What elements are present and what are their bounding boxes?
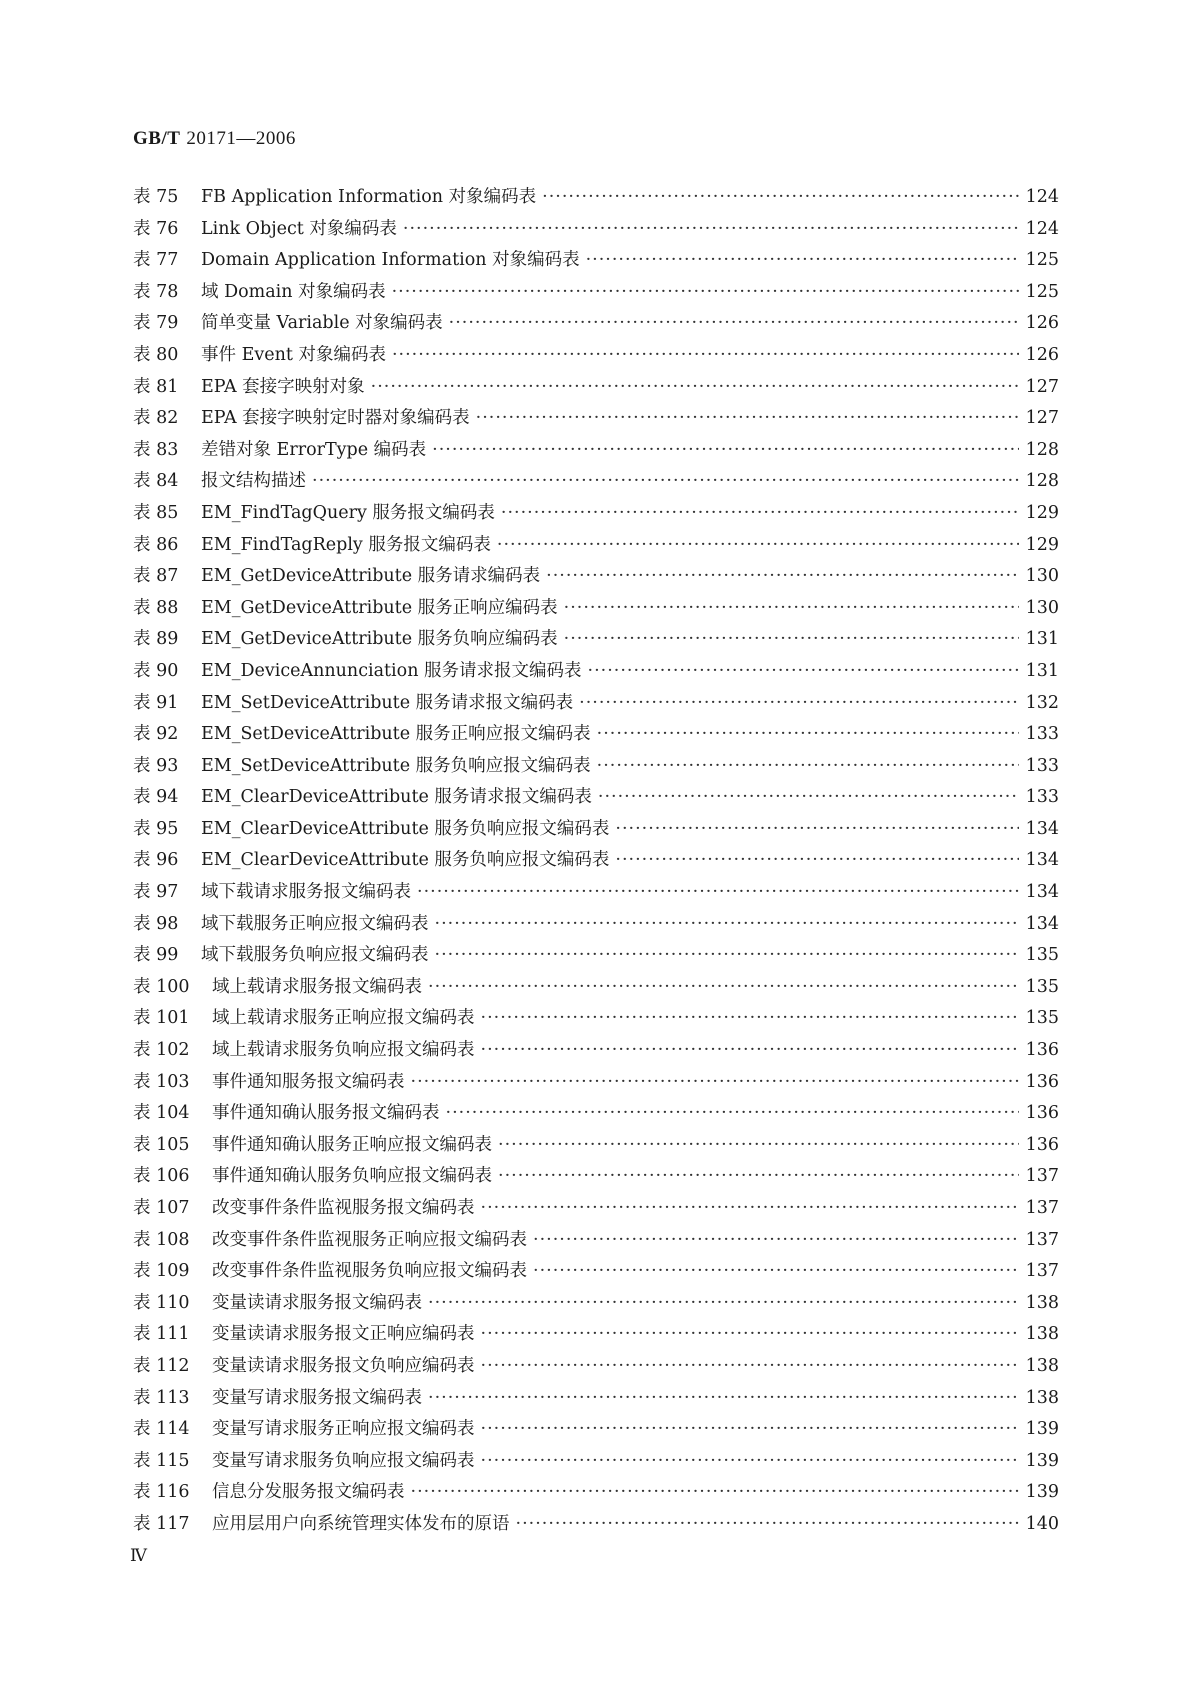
toc-entry-title: 应用层用户向系统管理实体发布的原语 — [212, 1513, 510, 1534]
toc-entry-page: 135 — [1025, 976, 1059, 997]
toc-dot-leader — [542, 187, 1019, 207]
toc-entry-page: 135 — [1025, 1008, 1059, 1029]
toc-entry[interactable] — [133, 436, 1059, 468]
toc-entry[interactable] — [133, 373, 1059, 405]
toc-dot-leader — [579, 693, 1019, 713]
toc-entry-title: 变量读请求服务报文编码表 — [212, 1292, 422, 1313]
toc-dot-leader — [481, 1324, 1020, 1344]
toc-entry-title: Link Object 对象编码表 — [201, 218, 397, 239]
toc-dot-leader — [498, 1135, 1019, 1155]
standard-number: 20171—2006 — [186, 128, 296, 149]
toc-entry-title: EPA 套接字映射定时器对象编码表 — [201, 408, 470, 429]
toc-entry-page: 127 — [1025, 376, 1059, 397]
toc-entry-title: EM_GetDeviceAttribute 服务请求编码表 — [201, 566, 541, 587]
toc-entry[interactable] — [133, 1320, 1059, 1352]
toc-entry[interactable] — [133, 341, 1059, 373]
toc-entry[interactable] — [133, 499, 1059, 531]
toc-entry-label: 表 112 — [133, 1355, 190, 1376]
toc-dot-leader — [588, 661, 1019, 681]
toc-dot-leader — [435, 945, 1020, 965]
toc-entry-label: 表 109 — [133, 1261, 190, 1282]
toc-entry-label: 表 91 — [133, 692, 179, 713]
toc-entry-page: 136 — [1025, 1071, 1059, 1092]
toc-dot-leader — [615, 819, 1019, 839]
toc-entry-page: 133 — [1025, 787, 1059, 808]
toc-entry-label: 表 90 — [133, 660, 179, 681]
toc-dot-leader — [497, 535, 1019, 555]
toc-entry[interactable] — [133, 1099, 1059, 1131]
toc-entry-page: 131 — [1025, 660, 1059, 681]
toc-entry-label: 表 111 — [133, 1324, 190, 1345]
toc-dot-leader — [586, 250, 1019, 270]
toc-dot-leader — [481, 1356, 1020, 1376]
toc-entry-label: 表 98 — [133, 913, 179, 934]
toc-entry[interactable] — [133, 689, 1059, 721]
toc-entry[interactable] — [133, 1226, 1059, 1258]
toc-entry-label: 表 81 — [133, 376, 179, 397]
toc-entry-label: 表 97 — [133, 882, 179, 903]
toc-entry[interactable] — [133, 1478, 1059, 1510]
toc-entry-title: 域上载请求服务正响应报文编码表 — [212, 1008, 475, 1029]
toc-entry-page: 138 — [1025, 1355, 1059, 1376]
toc-entry-title: 事件通知服务报文编码表 — [212, 1071, 405, 1092]
toc-entry-label: 表 84 — [133, 471, 179, 492]
toc-entry[interactable] — [133, 1194, 1059, 1226]
toc-entry[interactable] — [133, 878, 1059, 910]
toc-entry-title: 信息分发服务报文编码表 — [212, 1482, 405, 1503]
toc-entry-page: 130 — [1025, 566, 1059, 587]
toc-entry-page: 137 — [1025, 1198, 1059, 1218]
toc-dot-leader — [498, 1166, 1019, 1186]
toc-entry[interactable] — [133, 625, 1059, 657]
toc-entry-title: Domain Application Information 对象编码表 — [201, 250, 580, 271]
toc-entry[interactable] — [133, 815, 1059, 847]
toc-entry[interactable] — [133, 246, 1059, 278]
toc-entry[interactable] — [133, 846, 1059, 878]
toc-entry-label: 表 117 — [133, 1513, 190, 1534]
toc-entry-page: 140 — [1025, 1513, 1059, 1534]
toc-dot-leader — [403, 219, 1019, 239]
toc-entry[interactable] — [133, 752, 1059, 784]
toc-entry-title: EM_ClearDeviceAttribute 服务负响应报文编码表 — [201, 818, 610, 839]
toc-dot-leader — [417, 882, 1019, 902]
toc-entry[interactable] — [133, 783, 1059, 815]
toc-entry-title: EM_ClearDeviceAttribute 服务请求报文编码表 — [201, 787, 592, 808]
toc-entry-label: 表 116 — [133, 1482, 190, 1503]
toc-entry[interactable] — [133, 404, 1059, 436]
toc-entry-label: 表 110 — [133, 1292, 190, 1313]
toc-dot-leader — [432, 440, 1019, 460]
toc-dot-leader — [428, 1293, 1019, 1313]
toc-entry[interactable] — [133, 720, 1059, 752]
toc-dot-leader — [501, 503, 1019, 523]
toc-entry-label: 表 114 — [133, 1419, 190, 1440]
toc-entry-page: 138 — [1025, 1324, 1059, 1345]
toc-entry-title: EM_DeviceAnnunciation 服务请求报文编码表 — [201, 660, 582, 681]
toc-dot-leader — [446, 1103, 1020, 1123]
toc-entry[interactable] — [133, 467, 1059, 499]
toc-dot-leader — [598, 787, 1019, 807]
toc-entry-title: EM_SetDeviceAttribute 服务负响应报文编码表 — [201, 755, 591, 776]
toc-dot-leader — [435, 914, 1020, 934]
toc-entry-title: EM_GetDeviceAttribute 服务负响应编码表 — [201, 629, 558, 650]
toc-dot-leader — [411, 1072, 1020, 1092]
toc-entry-label: 表 94 — [133, 787, 179, 808]
toc-entry-label: 表 92 — [133, 724, 179, 745]
toc-dot-leader — [481, 1008, 1020, 1028]
toc-entry[interactable] — [133, 183, 1059, 215]
toc-entry-label: 表 80 — [133, 344, 179, 365]
toc-entry-label: 表 108 — [133, 1229, 190, 1250]
toc-entry-title: 域上载请求服务报文编码表 — [212, 976, 422, 997]
toc-entry-page: 139 — [1025, 1482, 1059, 1503]
toc-entry-label: 表 105 — [133, 1134, 190, 1155]
toc-entry-page: 125 — [1025, 250, 1059, 271]
toc-entry-label: 表 102 — [133, 1040, 190, 1061]
toc-entry[interactable] — [133, 215, 1059, 247]
toc-entry-page: 138 — [1025, 1387, 1059, 1408]
toc-entry-page: 136 — [1025, 1040, 1059, 1061]
toc-entry-title: EM_ClearDeviceAttribute 服务负响应报文编码表 — [201, 850, 610, 871]
toc-entry-title: 事件通知确认服务报文编码表 — [212, 1103, 440, 1124]
toc-entry-page: 134 — [1025, 913, 1059, 934]
toc-entry-page: 134 — [1025, 818, 1059, 839]
toc-entry-title: 域下载服务正响应报文编码表 — [201, 913, 429, 934]
toc-entry[interactable] — [133, 1004, 1059, 1036]
toc-entry-label: 表 100 — [133, 976, 190, 997]
toc-entry-label: 表 107 — [133, 1198, 190, 1218]
toc-entry-page: 133 — [1025, 724, 1059, 745]
toc-dot-leader — [481, 1198, 1020, 1218]
toc-entry-page: 124 — [1025, 187, 1059, 207]
toc-entry-title: 事件通知确认服务负响应报文编码表 — [212, 1166, 492, 1187]
toc-entry-title: 事件通知确认服务正响应报文编码表 — [212, 1134, 492, 1155]
toc-dot-leader — [449, 313, 1019, 333]
toc-entry[interactable] — [133, 1068, 1059, 1100]
toc-entry[interactable] — [133, 531, 1059, 563]
toc-dot-leader — [428, 977, 1019, 997]
toc-entry-title: EM_SetDeviceAttribute 服务请求报文编码表 — [201, 692, 574, 713]
toc-entry-title: 报文结构描述 — [201, 471, 306, 492]
toc-entry-label: 表 93 — [133, 755, 179, 776]
toc-entry-title: 改变事件条件监视服务负响应报文编码表 — [212, 1261, 527, 1282]
toc-entry[interactable] — [133, 1257, 1059, 1289]
toc-entry-title: EM_GetDeviceAttribute 服务正响应编码表 — [201, 597, 558, 618]
toc-entry-title: 变量读请求服务报文负响应编码表 — [212, 1355, 475, 1376]
toc-entry-title: 域 Domain 对象编码表 — [201, 281, 386, 302]
toc-dot-leader — [533, 1230, 1019, 1250]
toc-entry[interactable] — [133, 1384, 1059, 1416]
toc-entry-label: 表 85 — [133, 502, 179, 523]
page-header — [133, 128, 296, 150]
toc-entry-title: 差错对象 ErrorType 编码表 — [201, 439, 427, 460]
toc-entry-label: 表 95 — [133, 818, 179, 839]
toc-entry-label: 表 87 — [133, 566, 179, 587]
toc-entry-page: 133 — [1025, 755, 1059, 776]
toc-dot-leader — [411, 1482, 1020, 1502]
toc-entry-title: 域上载请求服务负响应报文编码表 — [212, 1040, 475, 1061]
toc-entry-title: EPA 套接字映射对象 — [201, 376, 365, 397]
toc-entry-title: 变量写请求服务报文编码表 — [212, 1387, 422, 1408]
toc-dot-leader — [312, 471, 1019, 491]
toc-dot-leader — [371, 377, 1019, 397]
toc-entry-label: 表 103 — [133, 1071, 190, 1092]
toc-entry-label: 表 115 — [133, 1450, 190, 1471]
toc-entry-label: 表 104 — [133, 1103, 190, 1124]
toc-entry-title: 变量写请求服务负响应报文编码表 — [212, 1450, 475, 1471]
toc-entry[interactable] — [133, 910, 1059, 942]
toc-entry[interactable] — [133, 1289, 1059, 1321]
toc-entry[interactable] — [133, 1131, 1059, 1163]
toc-entry-label: 表 113 — [133, 1387, 190, 1408]
toc-entry-page: 128 — [1025, 439, 1059, 460]
toc-entry-label: 表 99 — [133, 945, 179, 966]
toc-entry[interactable] — [133, 1162, 1059, 1194]
toc-entry-title: 域下载服务负响应报文编码表 — [201, 945, 429, 966]
toc-entry-title: 简单变量 Variable 对象编码表 — [201, 313, 443, 334]
toc-entry-label: 表 82 — [133, 408, 179, 429]
table-of-contents — [133, 183, 1059, 1542]
toc-dot-leader — [481, 1451, 1020, 1471]
toc-entry[interactable] — [133, 1352, 1059, 1384]
toc-dot-leader — [481, 1040, 1020, 1060]
toc-entry-page: 139 — [1025, 1450, 1059, 1471]
toc-entry-title: FB Application Information 对象编码表 — [201, 187, 537, 207]
toc-entry-page: 135 — [1025, 945, 1059, 966]
toc-entry-page: 134 — [1025, 850, 1059, 871]
toc-entry[interactable] — [133, 594, 1059, 626]
toc-entry[interactable] — [133, 973, 1059, 1005]
toc-entry-title: EM_FindTagQuery 服务报文编码表 — [201, 502, 495, 523]
toc-entry-label: 表 89 — [133, 629, 179, 650]
toc-entry-title: EM_SetDeviceAttribute 服务正响应报文编码表 — [201, 724, 591, 745]
toc-dot-leader — [476, 408, 1019, 428]
toc-entry[interactable] — [133, 1447, 1059, 1479]
toc-entry-label: 表 101 — [133, 1008, 190, 1029]
toc-entry-page: 124 — [1025, 218, 1059, 239]
toc-entry-page: 134 — [1025, 882, 1059, 903]
toc-dot-leader — [597, 756, 1019, 776]
toc-entry[interactable] — [133, 278, 1059, 310]
toc-entry-page: 125 — [1025, 281, 1059, 302]
toc-entry-page: 129 — [1025, 502, 1059, 523]
toc-entry[interactable] — [133, 562, 1059, 594]
toc-dot-leader — [564, 629, 1019, 649]
page-number: Ⅳ — [130, 1546, 147, 1565]
toc-entry-label: 表 96 — [133, 850, 179, 871]
toc-entry[interactable] — [133, 1510, 1059, 1542]
toc-entry-title: 事件 Event 对象编码表 — [201, 344, 386, 365]
toc-entry-page: 132 — [1025, 692, 1059, 713]
toc-entry-label: 表 77 — [133, 250, 179, 271]
toc-dot-leader — [615, 850, 1019, 870]
toc-dot-leader — [546, 566, 1019, 586]
toc-entry-label: 表 106 — [133, 1166, 190, 1187]
toc-entry-page: 126 — [1025, 313, 1059, 334]
toc-entry-label: 表 88 — [133, 597, 179, 618]
toc-entry-page: 128 — [1025, 471, 1059, 492]
toc-entry-label: 表 75 — [133, 187, 179, 207]
toc-dot-leader — [564, 598, 1019, 618]
toc-entry-page: 138 — [1025, 1292, 1059, 1313]
toc-entry-title: 域下载请求服务报文编码表 — [201, 882, 411, 903]
toc-entry-label: 表 83 — [133, 439, 179, 460]
toc-entry-page: 126 — [1025, 344, 1059, 365]
toc-entry[interactable] — [133, 1036, 1059, 1068]
toc-dot-leader — [481, 1419, 1020, 1439]
toc-entry-label: 表 86 — [133, 534, 179, 555]
toc-entry-page: 136 — [1025, 1103, 1059, 1124]
toc-entry-title: 改变事件条件监视服务报文编码表 — [212, 1198, 475, 1218]
toc-entry-title: EM_FindTagReply 服务报文编码表 — [201, 534, 491, 555]
standard-prefix: GB/T — [133, 128, 181, 149]
toc-entry-label: 表 76 — [133, 218, 179, 239]
toc-dot-leader — [392, 282, 1019, 302]
toc-dot-leader — [428, 1388, 1019, 1408]
toc-entry[interactable] — [133, 1415, 1059, 1447]
toc-entry[interactable] — [133, 941, 1059, 973]
toc-dot-leader — [392, 345, 1019, 365]
toc-entry-page: 137 — [1025, 1229, 1059, 1250]
toc-entry-title: 改变事件条件监视服务正响应报文编码表 — [212, 1229, 527, 1250]
toc-entry-page: 137 — [1025, 1166, 1059, 1187]
toc-dot-leader — [533, 1261, 1019, 1281]
toc-entry-page: 129 — [1025, 534, 1059, 555]
toc-dot-leader — [516, 1514, 1020, 1534]
toc-entry-title: 变量读请求服务报文正响应编码表 — [212, 1324, 475, 1345]
toc-entry-title: 变量写请求服务正响应报文编码表 — [212, 1419, 475, 1440]
toc-entry[interactable] — [133, 657, 1059, 689]
toc-entry-label: 表 79 — [133, 313, 179, 334]
toc-entry[interactable] — [133, 309, 1059, 341]
toc-entry-label: 表 78 — [133, 281, 179, 302]
toc-entry-page: 139 — [1025, 1419, 1059, 1440]
toc-entry-page: 131 — [1025, 629, 1059, 650]
toc-entry-page: 130 — [1025, 597, 1059, 618]
toc-entry-page: 136 — [1025, 1134, 1059, 1155]
toc-entry-page: 137 — [1025, 1261, 1059, 1282]
toc-entry-page: 127 — [1025, 408, 1059, 429]
toc-dot-leader — [597, 724, 1019, 744]
